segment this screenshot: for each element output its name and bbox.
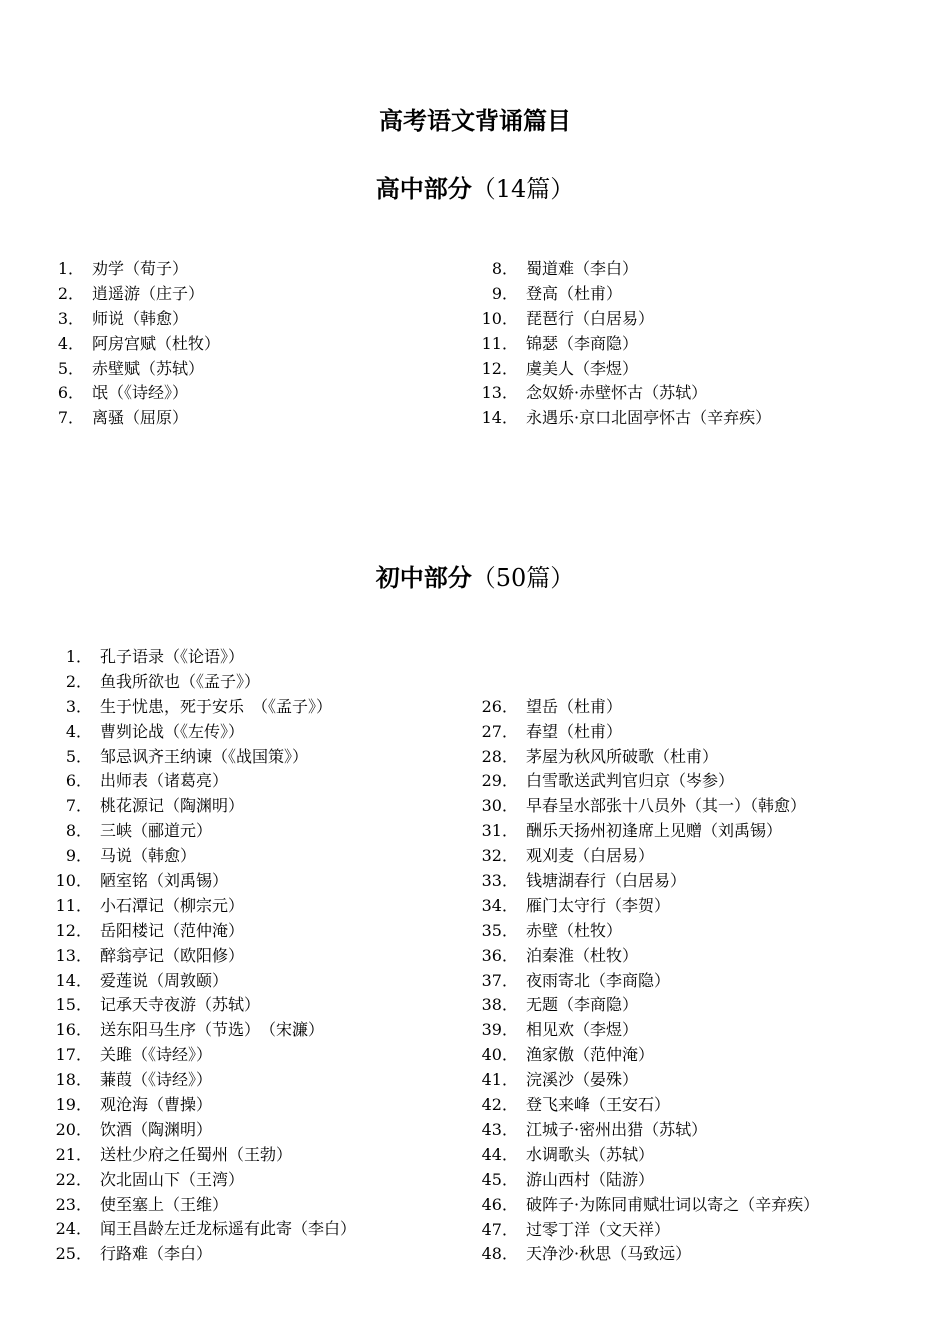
- item-title: 桃花源记（陶渊明）: [100, 796, 245, 816]
- item-title: 赤壁（杜牧）: [526, 920, 623, 940]
- item-title: 氓（《诗经》）: [92, 383, 189, 403]
- item-number: 6．: [57, 383, 84, 403]
- item-number: 45．: [481, 1169, 518, 1189]
- list-item: [0, 1168, 819, 1193]
- item-number: 22．: [55, 1169, 92, 1189]
- item-number: 9．: [491, 283, 518, 303]
- item-title: 蒹葭（《诗经》）: [100, 1070, 213, 1090]
- item-title: 雁门太守行（李贺）: [526, 895, 671, 915]
- item-title: 醉翁亭记（欧阳修）: [100, 945, 245, 965]
- item-number: 35．: [481, 920, 518, 940]
- item-number: 47．: [481, 1219, 518, 1239]
- item-title: 游山西村（陆游）: [526, 1169, 655, 1189]
- item-number: 5．: [65, 746, 92, 766]
- item-title: 夜雨寄北（李商隐）: [526, 970, 671, 990]
- item-title: 爱莲说（周敦颐）: [100, 970, 229, 990]
- item-number: 9．: [65, 846, 92, 866]
- item-number: 12．: [55, 920, 92, 940]
- item-title: 相见欢（李煜）: [526, 1020, 639, 1040]
- item-number: 5．: [57, 358, 84, 378]
- item-title: 送东阳马生序（节选） （宋濂）: [100, 1020, 325, 1040]
- item-number: 34．: [481, 895, 518, 915]
- list-item: [0, 406, 771, 431]
- item-title: 送杜少府之任蜀州（王勃）: [100, 1144, 293, 1164]
- item-title: 登高（杜甫）: [526, 283, 623, 303]
- item-number: 31．: [481, 821, 518, 841]
- item-number: 7．: [65, 796, 92, 816]
- item-number: 37．: [481, 970, 518, 990]
- item-title: 浣溪沙（晏殊）: [526, 1070, 639, 1090]
- item-number: 13．: [55, 945, 92, 965]
- item-number: 33．: [481, 871, 518, 891]
- item-title: 无题（李商隐）: [526, 995, 639, 1015]
- list-item: [0, 769, 819, 794]
- item-number: 8．: [65, 821, 92, 841]
- item-title: 马说（韩愈）: [100, 846, 197, 866]
- item-title: 观沧海（曹操）: [100, 1095, 213, 1115]
- item-number: 40．: [481, 1045, 518, 1065]
- item-title: 念奴娇·赤壁怀古（苏轼）: [526, 383, 708, 403]
- junior-high-list-right: [0, 695, 819, 1267]
- item-title: 白雪歌送武判官归京（岑参）: [526, 771, 735, 791]
- item-title: 鱼我所欲也（《孟子》）: [100, 671, 261, 691]
- high-school-heading: [0, 172, 950, 206]
- item-number: 48．: [481, 1244, 518, 1264]
- item-number: 14．: [481, 408, 518, 428]
- list-item: [0, 1143, 819, 1168]
- item-number: 29．: [481, 771, 518, 791]
- list-item: [0, 969, 819, 994]
- item-number: 1．: [65, 647, 92, 666]
- item-number: 11．: [55, 895, 92, 915]
- item-number: 39．: [481, 1020, 518, 1040]
- item-number: 16．: [55, 1020, 92, 1040]
- item-number: 19．: [55, 1095, 92, 1115]
- item-number: 10．: [481, 308, 518, 328]
- item-title: 酬乐天扬州初逢席上见赠（刘禹锡）: [526, 821, 783, 841]
- item-title: 岳阳楼记（范仲淹）: [100, 920, 245, 940]
- item-number: 10．: [55, 871, 92, 891]
- list-item: [0, 1118, 819, 1143]
- list-item: [0, 720, 819, 745]
- item-title: 锦瑟（李商隐）: [526, 333, 639, 353]
- list-item: [0, 869, 819, 894]
- item-title: 行路难（李白）: [100, 1244, 213, 1264]
- list-item: [0, 1018, 819, 1043]
- list-item: [0, 670, 356, 695]
- junior-high-heading-name: 初中部分: [375, 563, 472, 592]
- item-title: 次北固山下（王湾）: [100, 1169, 245, 1189]
- item-number: 4．: [57, 333, 84, 353]
- item-title: 曹刿论战（《左传》）: [100, 721, 245, 741]
- high-school-list-right: [0, 257, 771, 431]
- list-item: [0, 695, 819, 720]
- high-school-heading-count: （14篇）: [471, 175, 575, 203]
- item-number: 23．: [55, 1194, 92, 1214]
- item-number: 8．: [491, 259, 518, 278]
- item-title: 离骚（屈原）: [92, 408, 189, 428]
- list-item: [0, 381, 771, 406]
- item-title: 闻王昌龄左迁龙标遥有此寄（李白）: [100, 1219, 357, 1239]
- list-item: [0, 844, 819, 869]
- item-title: 赤壁赋（苏轼）: [92, 358, 205, 378]
- item-number: 41．: [481, 1070, 518, 1090]
- item-number: 24．: [55, 1219, 92, 1239]
- item-title: 望岳（杜甫）: [526, 696, 623, 716]
- item-number: 1．: [57, 259, 84, 278]
- item-title: 邹忌讽齐王纳谏（《战国策》）: [100, 746, 309, 766]
- list-item: [0, 993, 819, 1018]
- item-title: 钱塘湖春行（白居易）: [526, 871, 687, 891]
- item-number: 6．: [65, 771, 92, 791]
- list-item: [0, 894, 819, 919]
- item-title: 茅屋为秋风所破歌（杜甫）: [526, 746, 719, 766]
- list-item: [0, 357, 771, 382]
- item-title: 观刈麦（白居易）: [526, 846, 655, 866]
- item-title: 水调歌头（苏轼）: [526, 1144, 655, 1164]
- item-title: 生于忧患，死于安乐 （《孟子》）: [100, 696, 333, 716]
- item-title: 小石潭记（柳宗元）: [100, 895, 245, 915]
- list-item: [0, 794, 819, 819]
- item-number: 27．: [481, 721, 518, 741]
- item-number: 2．: [65, 671, 92, 691]
- item-title: 三峡（郦道元）: [100, 821, 213, 841]
- item-title: 师说（韩愈）: [92, 308, 189, 328]
- list-item: [0, 1068, 819, 1093]
- high-school-heading-name: 高中部分: [375, 174, 472, 203]
- list-item: [0, 745, 819, 770]
- item-number: 17．: [55, 1045, 92, 1065]
- item-number: 36．: [481, 945, 518, 965]
- item-title: 渔家傲（范仲淹）: [526, 1045, 655, 1065]
- list-item: [0, 645, 356, 670]
- item-number: 3．: [57, 308, 84, 328]
- item-title: 永遇乐·京口北固亭怀古（辛弃疾）: [526, 408, 772, 428]
- item-title: 陋室铭（刘禹锡）: [100, 871, 229, 891]
- item-title: 劝学（荀子）: [92, 259, 189, 278]
- junior-high-heading: [0, 561, 950, 595]
- item-title: 逍遥游（庄子）: [92, 283, 205, 303]
- item-title: 春望（杜甫）: [526, 721, 623, 741]
- item-number: 20．: [55, 1119, 92, 1139]
- item-title: 过零丁洋（文天祥）: [526, 1219, 671, 1239]
- list-item: [0, 944, 819, 969]
- item-title: 孔子语录（《论语》）: [100, 647, 245, 666]
- item-number: 15．: [55, 995, 92, 1015]
- item-number: 25．: [55, 1244, 92, 1264]
- list-item: [0, 307, 771, 332]
- item-number: 4．: [65, 721, 92, 741]
- item-number: 7．: [57, 408, 84, 428]
- item-title: 江城子·密州出猎（苏轼）: [526, 1119, 708, 1139]
- item-number: 2．: [57, 283, 84, 303]
- list-item: [0, 919, 819, 944]
- item-title: 出师表（诸葛亮）: [100, 771, 229, 791]
- list-item: [0, 1242, 819, 1267]
- list-item: [0, 257, 771, 282]
- item-number: 14．: [55, 970, 92, 990]
- item-number: 30．: [481, 796, 518, 816]
- list-item: [0, 1193, 819, 1218]
- item-number: 46．: [481, 1194, 518, 1214]
- item-number: 18．: [55, 1070, 92, 1090]
- item-title: 泊秦淮（杜牧）: [526, 945, 639, 965]
- item-title: 关雎（《诗经》）: [100, 1045, 213, 1065]
- item-number: 43．: [481, 1119, 518, 1139]
- item-title: 蜀道难（李白）: [526, 259, 639, 278]
- item-title: 记承天寺夜游（苏轼）: [100, 995, 261, 1015]
- item-title: 天净沙·秋思（马致远）: [526, 1244, 692, 1264]
- item-title: 破阵子·为陈同甫赋壮词以寄之（辛弃疾）: [526, 1194, 820, 1214]
- item-number: 11．: [481, 333, 518, 353]
- list-item: [0, 332, 771, 357]
- item-title: 琵琶行（白居易）: [526, 308, 655, 328]
- item-number: 26．: [481, 696, 518, 716]
- list-item: [0, 1043, 819, 1068]
- item-number: 32．: [481, 846, 518, 866]
- item-title: 使至塞上（王维）: [100, 1194, 229, 1214]
- page-title: 高考语文背诵篇目: [379, 106, 571, 135]
- item-number: 42．: [481, 1095, 518, 1115]
- item-number: 3．: [65, 696, 92, 716]
- item-title: 饮酒（陶渊明）: [100, 1119, 213, 1139]
- junior-high-heading-count: （50篇）: [471, 564, 575, 592]
- item-number: 38．: [481, 995, 518, 1015]
- list-item: [0, 282, 771, 307]
- list-item: [0, 1093, 819, 1118]
- item-number: 21．: [55, 1144, 92, 1164]
- item-number: 13．: [481, 383, 518, 403]
- item-title: 早春呈水部张十八员外（其一）（韩愈）: [526, 796, 807, 816]
- list-item: [0, 819, 819, 844]
- item-title: 阿房宫赋（杜牧）: [92, 333, 221, 353]
- item-number: 12．: [481, 358, 518, 378]
- item-title: 虞美人（李煜）: [526, 358, 639, 378]
- item-number: 44．: [481, 1144, 518, 1164]
- list-item: [0, 1218, 819, 1243]
- item-title: 登飞来峰（王安石）: [526, 1095, 671, 1115]
- item-number: 28．: [481, 746, 518, 766]
